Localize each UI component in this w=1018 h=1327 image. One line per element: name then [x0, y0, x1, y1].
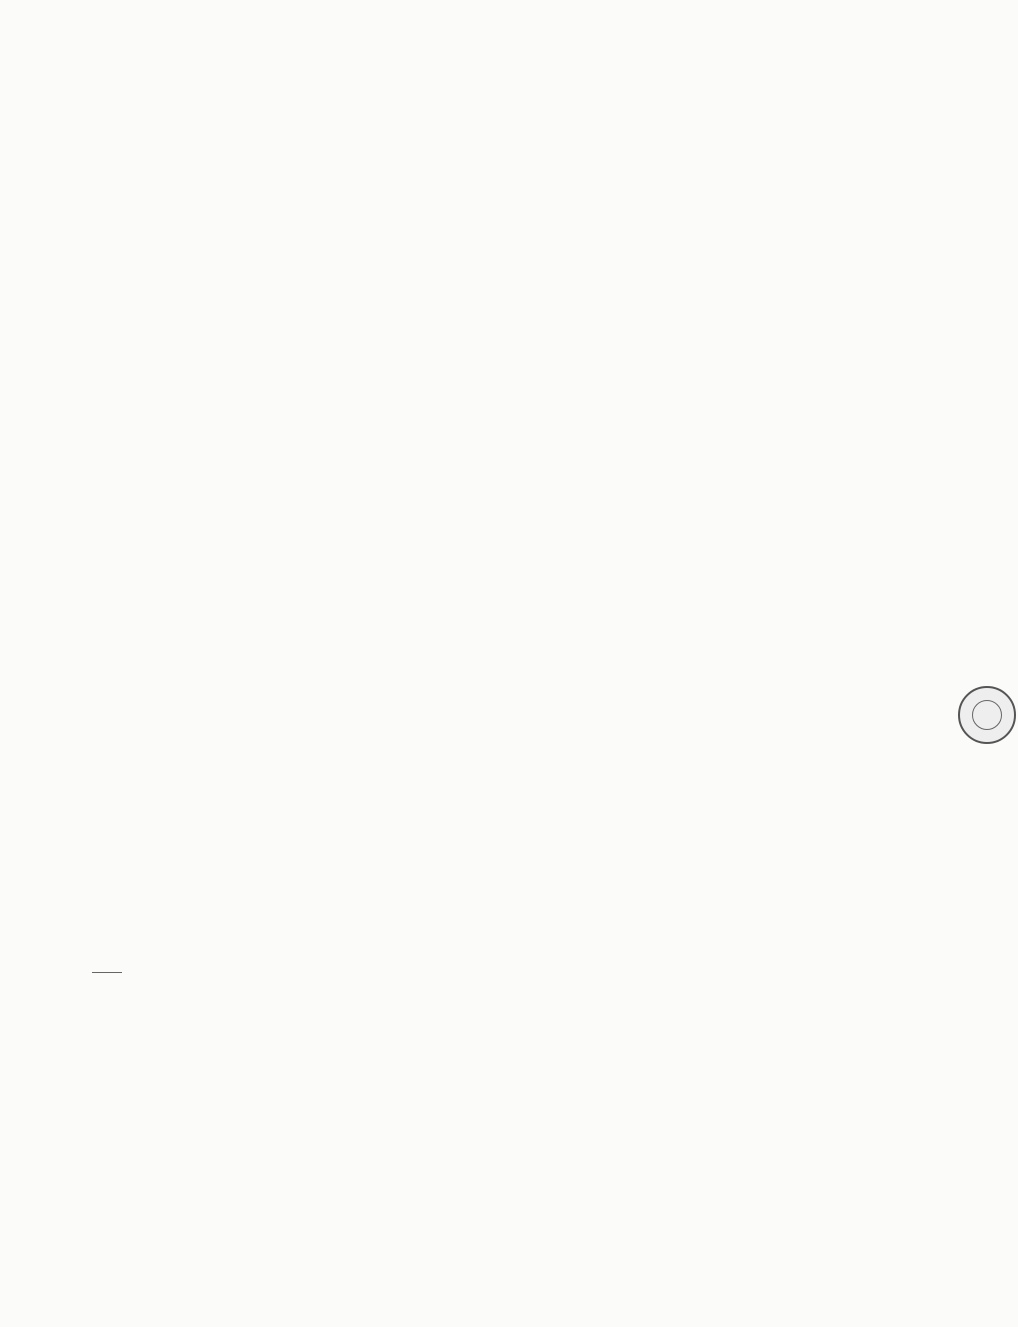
margin-mark	[92, 972, 122, 973]
library-seal-icon	[958, 686, 1016, 744]
seal-inner-ring	[972, 700, 1002, 730]
